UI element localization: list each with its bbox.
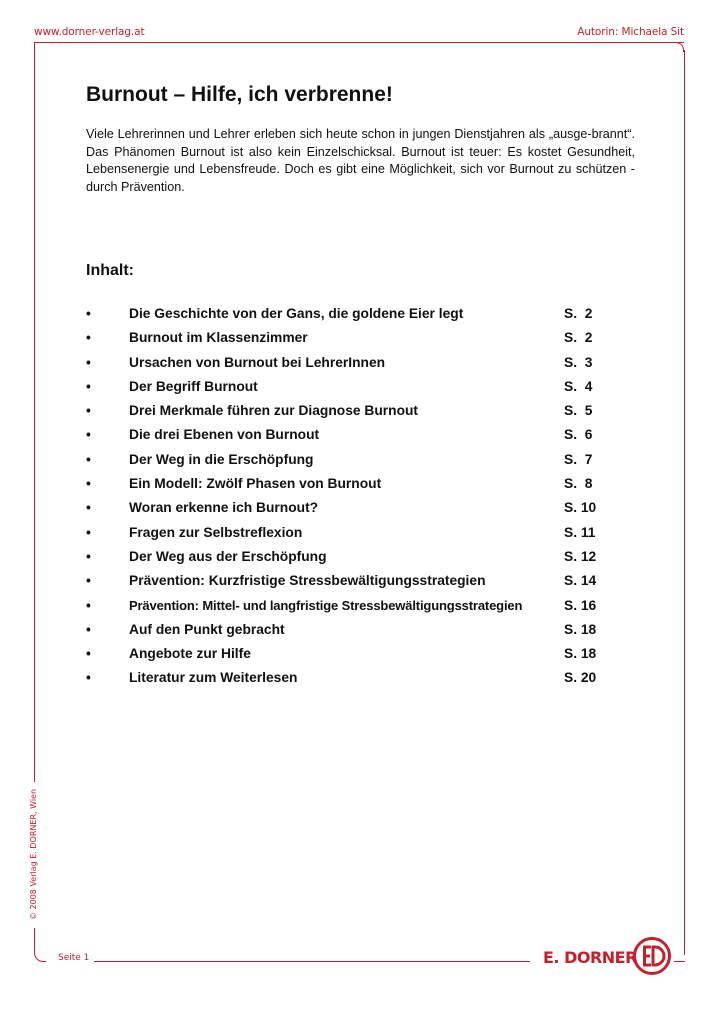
bullet: •	[86, 451, 91, 467]
toc-item-title: Woran erkenne ich Burnout?	[129, 500, 319, 516]
toc-item	[86, 571, 616, 595]
toc-item-title: Angebote zur Hilfe	[129, 646, 251, 662]
toc-item-title: Der Weg aus der Erschöpfung	[129, 548, 327, 564]
toc-item-page: S. 18	[564, 621, 597, 637]
toc-item	[86, 668, 616, 692]
toc-item-page: S. 5	[564, 403, 593, 419]
table-of-contents	[86, 304, 616, 693]
header-website: www.dorner-verlag.at	[34, 26, 145, 38]
toc-item	[86, 401, 616, 425]
bullet: •	[86, 524, 91, 540]
bullet: •	[86, 548, 91, 564]
toc-item	[86, 353, 616, 377]
toc-item	[86, 644, 616, 668]
toc-item	[86, 450, 616, 474]
toc-item	[86, 596, 616, 620]
toc-item-page: S. 3	[564, 354, 593, 370]
toc-item-title: Der Begriff Burnout	[129, 378, 258, 394]
bullet: •	[86, 500, 91, 516]
frame-bottom-line-end	[674, 961, 685, 962]
toc-item	[86, 328, 616, 352]
toc-item-page: S. 14	[564, 573, 597, 589]
toc-item	[86, 377, 616, 401]
toc-item-page: S. 8	[564, 476, 593, 492]
toc-item	[86, 498, 616, 522]
frame-left-line	[34, 42, 35, 782]
toc-item-page: S. 2	[564, 330, 593, 346]
frame-top-line	[34, 42, 684, 43]
toc-item-title: Prävention: Mittel- und langfristige Stressbewältigungsstrategien	[129, 597, 523, 613]
toc-item-title: Der Weg in die Erschöpfung	[129, 451, 314, 467]
toc-item-title: Die drei Ebenen von Burnout	[129, 427, 320, 443]
toc-item	[86, 547, 616, 571]
toc-item-page: S. 12	[564, 548, 597, 564]
toc-heading: Inhalt:	[86, 262, 134, 279]
toc-item-page: S. 11	[564, 524, 596, 540]
toc-item-title: Ursachen von Burnout bei LehrerInnen	[129, 354, 386, 370]
toc-item-page: S. 2	[564, 306, 593, 321]
intro-paragraph: Viele Lehrerinnen und Lehrer erleben sich heute schon in jungen Dienstjahren als „ausge-brannt“. Das Phänomen Burnout ist also kein Einzelschicksal. Burnout ist teuer: Es kostet Gesundheit, Lebensenergie und Lebensfreude. Doch es gibt eine Möglichkeit, sich vor Burnout zu schützen - durch Prävention.	[86, 127, 635, 194]
bullet: •	[86, 330, 91, 346]
frame-corner-top-right	[674, 42, 684, 52]
page-number: Seite 1	[58, 953, 90, 963]
page-title: Burnout – Hilfe, ich verbrenne!	[86, 83, 393, 106]
toc-item	[86, 304, 616, 328]
bullet: •	[86, 354, 91, 370]
header-author: Autorin: Michaela Sit	[577, 26, 684, 38]
toc-item-page: S. 10	[564, 500, 597, 516]
toc-item-title: Die Geschichte von der Gans, die goldene Eier legt	[129, 306, 464, 321]
bullet: •	[86, 621, 91, 637]
bullet: •	[86, 306, 91, 321]
toc-item	[86, 620, 616, 644]
bullet: •	[86, 670, 91, 686]
bullet: •	[86, 378, 91, 394]
bullet: •	[86, 597, 91, 613]
toc-item-page: S. 6	[564, 427, 593, 443]
toc-item-title: Auf den Punkt gebracht	[129, 621, 285, 637]
frame-corner-bottom-left	[34, 950, 46, 962]
bullet: •	[86, 646, 91, 662]
toc-item-title: Drei Merkmale führen zur Diagnose Burnout	[129, 403, 419, 419]
bullet: •	[86, 573, 91, 589]
toc-item-page: S. 20	[564, 670, 597, 686]
toc-item-page: S. 7	[564, 451, 593, 467]
toc-item-page: S. 16	[564, 597, 597, 613]
toc-item-title: Fragen zur Selbstreflexion	[129, 524, 303, 540]
toc-item	[86, 523, 616, 547]
publisher-logo-icon	[632, 936, 672, 976]
toc-item-page: S. 18	[564, 646, 597, 662]
toc-item	[86, 474, 616, 498]
frame-right-line	[684, 50, 685, 955]
copyright-notice: © 2008 Verlag E. DORNER, Wien	[29, 788, 38, 920]
toc-item-title: Prävention: Kurzfristige Stressbewältigungsstrategien	[129, 573, 486, 589]
bullet: •	[86, 427, 91, 443]
publisher-logo-text: E. DORNER	[543, 948, 637, 967]
toc-item-page: S. 4	[564, 378, 593, 394]
frame-bottom-line	[94, 961, 530, 962]
toc-item-title: Burnout im Klassenzimmer	[129, 330, 308, 346]
toc-item-title: Literatur zum Weiterlesen	[129, 670, 298, 686]
bullet: •	[86, 403, 91, 419]
toc-item-title: Ein Modell: Zwölf Phasen von Burnout	[129, 476, 382, 492]
bullet: •	[86, 476, 91, 492]
toc-item	[86, 425, 616, 449]
